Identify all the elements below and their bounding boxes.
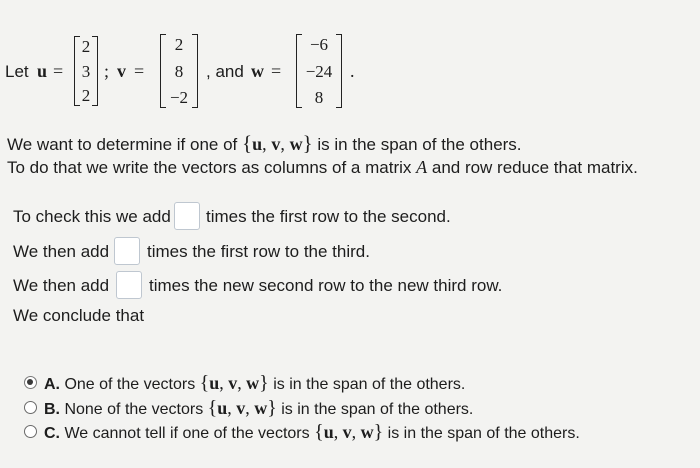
semicolon: ; bbox=[104, 61, 110, 81]
step3-prefix: We then add bbox=[13, 276, 110, 295]
step2-prefix: We then add bbox=[13, 242, 110, 261]
step1-prefix: To check this we add bbox=[13, 207, 171, 226]
intro-line-2: To do that we write the vectors as columns of a matrix A and row reduce that matrix. bbox=[7, 157, 638, 177]
step3-suffix: times the new second row to the new third row. bbox=[149, 276, 503, 295]
period: . bbox=[350, 61, 355, 81]
let-label: Let bbox=[5, 62, 29, 81]
u-entry-2: 3 bbox=[81, 61, 91, 81]
step2-suffix: times the first row to the third. bbox=[147, 242, 370, 261]
intro-line-1: We want to determine if one of {u, v, w} is in the span of the others. bbox=[7, 131, 522, 155]
option-a-radio[interactable] bbox=[24, 376, 37, 389]
w-variable: w bbox=[251, 61, 264, 81]
option-b-radio[interactable] bbox=[24, 401, 37, 414]
w-entry-3: 8 bbox=[314, 88, 324, 107]
v-entry-3: −2 bbox=[169, 88, 189, 107]
u-variable: u bbox=[37, 61, 48, 81]
step3-answer-box[interactable] bbox=[116, 271, 142, 299]
conclusion-label: We conclude that bbox=[13, 306, 145, 325]
u-entry-1: 2 bbox=[81, 37, 91, 56]
w-entry-2: −24 bbox=[305, 61, 333, 81]
u-entry-3: 2 bbox=[81, 86, 91, 105]
v-variable: v bbox=[117, 61, 126, 81]
w-entry-1: −6 bbox=[309, 35, 329, 54]
vector-v bbox=[160, 34, 198, 108]
v-entry-2: 8 bbox=[174, 61, 184, 81]
equals-sign: = bbox=[271, 61, 282, 81]
matrix-name: A bbox=[416, 157, 428, 177]
vector-u bbox=[74, 36, 98, 106]
step2-answer-box[interactable] bbox=[114, 237, 140, 265]
equals-sign: = bbox=[134, 61, 145, 81]
option-b[interactable]: B. None of the vectors {u, v, w} is in the span of the others. bbox=[44, 397, 474, 419]
v-entry-1: 2 bbox=[174, 35, 184, 54]
and-label: , and bbox=[206, 62, 244, 81]
vector-w bbox=[296, 34, 342, 108]
equals-sign: = bbox=[53, 61, 64, 81]
option-c-radio[interactable] bbox=[24, 425, 37, 438]
step1-answer-box[interactable] bbox=[174, 202, 200, 230]
step1-suffix: times the first row to the second. bbox=[206, 207, 451, 226]
option-c[interactable]: C. We cannot tell if one of the vectors {u, v, w} is in the span of the others. bbox=[44, 421, 580, 443]
option-a[interactable]: A. One of the vectors {u, v, w} is in the span of the others. bbox=[44, 372, 466, 394]
